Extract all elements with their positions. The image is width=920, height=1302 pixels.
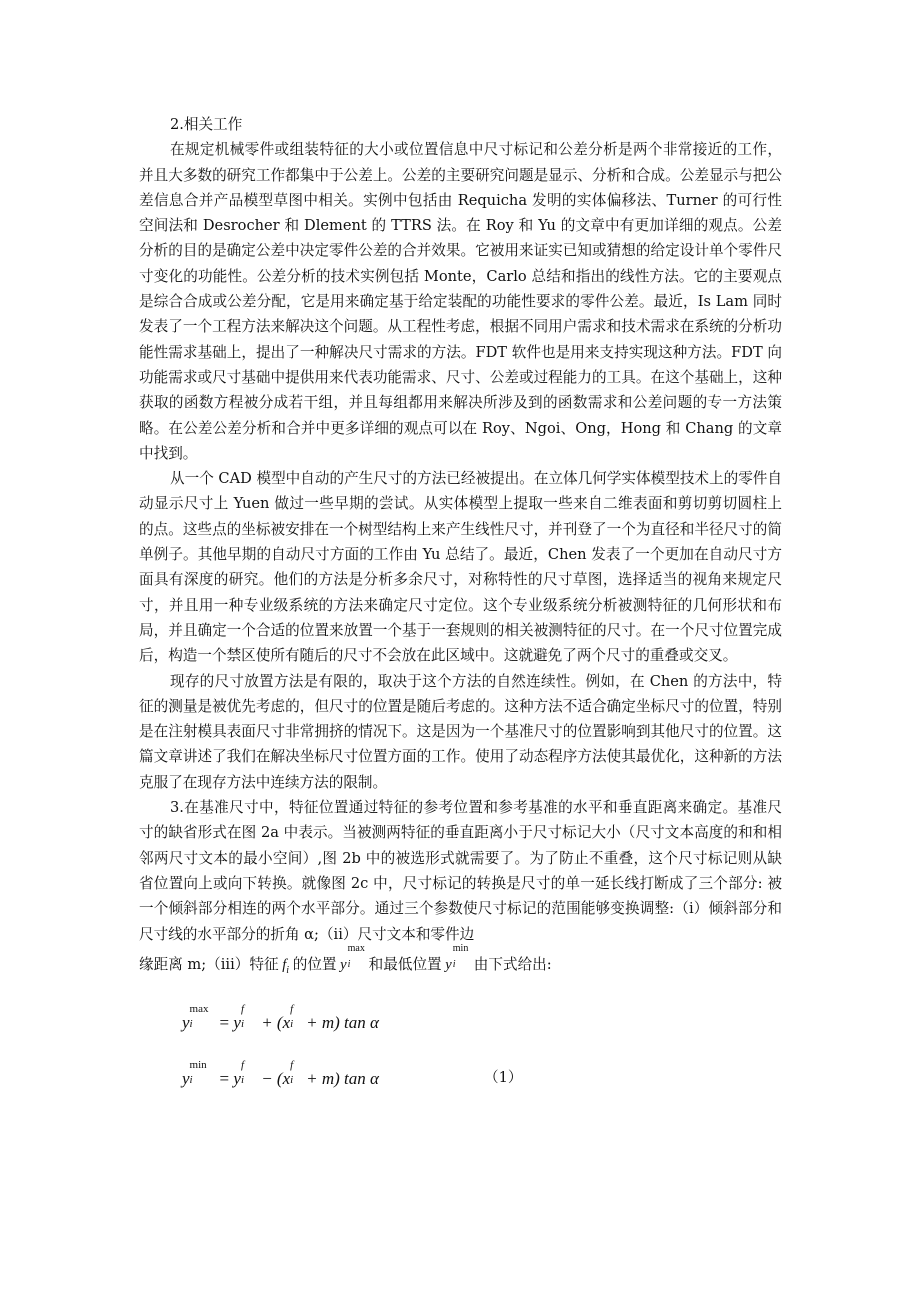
paragraph-datum-dimension: 3.在基准尺寸中，特征位置通过特征的参考位置和参考基准的水平和垂直距离来确定。基准尺寸的缺省形式在图 2a 中表示。当被测两特征的垂直距离小于尺寸标记大小（尺寸文本高度的和和相邻两尺寸文本的最小空间）,图 2b 中的被选形式就需要了。为了防止不重叠，这个尺寸标记则从缺省位置向上或向下转换。就像图 2c 中，尺寸标记的转换是尺寸的单一延长线打断成了三个部分: 被一个倾斜部分相连的两个水平部分。通过三个参数使尺寸标记的范围能够变换调整:（i）倾斜部分和尺寸线的水平部分的折角 α;（ii）尺寸文本和零件边 <box>139 799 782 943</box>
math-f: f <box>282 956 287 973</box>
paragraph-related-work: 在规定机械零件或组装特征的大小或位置信息中尺寸标记和公差分析是两个非常接近的工作，并且大多数的研究工作都集中于公差上。公差的主要研究问题是显示、分析和合成。公差显示与把公差信息合并产品模型草图中相关。实例中包括由 Requicha 发明的实体偏移法、Turner 的可行性空间法和 Desrocher 和 Dlement 的 TTRS 法。在 Roy 和 Yu 的文章中有更加详细的观点。公差分析的目的是确定公差中决定零件公差的合并效果。它被用来证实已知或猜想的给定设计单个零件尺寸变化的功能性。公差分析的技术实例包括 Monte，Carlo 总结和指出的线性方法。它的主要观点是综合合成或公差分配，它是用来确定基于给定装配的功能性要求的零件公差。最近，Is Lam 同时发表了一个工程方法来解决这个问题。从工程性考虑，根据不同用户需求和技术需求在系统的分析功能性需求基础上，提出了一种解决尺寸需求的方法。FDT 软件也是用来支持实现这种方法。FDT 向功能需求或尺寸基础中提供用来代表功能需求、尺寸、公差或过程能力的工具。在这个基础上，这种获取的函数方程被分成若干组，并且每组都用来解决所涉及到的函数需求和公差问题的专一方法策略。在公差公差分析和合并中更多详细的观点可以在 Roy、Ngoi、Ong，Hong 和 Chang 的文章中找到。 <box>139 141 782 462</box>
math-sup-max: max <box>347 942 365 954</box>
equation-block <box>182 1003 742 1122</box>
math-sub-i-2: i <box>347 958 351 970</box>
math-sub-i-3: i <box>452 958 456 970</box>
paragraph-existing-methods: 现存的尺寸放置方法是有限的，取决于这个方法的自然连续性。例如，在 Chen 的方法中，特征的测量是被优先考虑的，但尺寸的位置是随后考虑的。这种方法不适合确定坐标尺寸的位置，特别是在注射模具表面尺寸非常拥挤的情况下。这是因为一个基准尺寸的位置影响到其他尺寸的位置。这篇文章讲述了我们在解决坐标尺寸位置方面的工作。使用了动态程序方法使其最优化，这种新的方法克服了在现存方法中连续方法的限制。 <box>139 672 782 791</box>
document-body <box>139 112 782 983</box>
math-y-min <box>442 942 474 973</box>
equation-number: （1） <box>484 1069 523 1086</box>
math-y-2: y <box>445 956 452 973</box>
equation-max: y max i = y f i + (x f i + m) tan α <box>182 1003 379 1032</box>
math-f-i <box>279 956 293 976</box>
math-y: y <box>340 956 347 973</box>
equation-min: y min i = y f i − (x f i + m) tan α （1） <box>182 1059 523 1088</box>
last-line-text-4: 由下式给出: <box>473 955 552 973</box>
math-sup-min: min <box>452 942 469 954</box>
math-sub-i: i <box>286 964 290 976</box>
math-y-max <box>337 942 369 973</box>
paragraph-cad-dimensioning: 从一个 CAD 模型中自动的产生尺寸的方法已经被提出。在立体几何学实体模型技术上的零件自动显示尺寸上 Yuen 做过一些早期的尝试。从实体模型上提取一些来自二维表面和剪切剪切圆柱上的点。这些点的坐标被安排在一个树型结构上来产生线性尺寸，并刊登了一个为直径和半径尺寸的简单例子。其他早期的自动尺寸方面的工作由 Yu 总结了。最近，Chen 发表了一个更加在自动尺寸方面具有深度的研究。他们的方法是分析多余尺寸，对称特性的尺寸草图，选择适当的视角来规定尺寸，并且用一种专业级系统的方法来确定尺寸定位。这个专业级系统分析被测特征的几何形状和布局，并且确定一个合适的位置来放置一个基于一套规则的相关被测特征的尺寸。在一个尺寸位置完成后，构造一个禁区使所有随后的尺寸不会放在此区域中。这就避免了两个尺寸的重叠或交叉。 <box>139 470 782 665</box>
last-line-text-1: 缘距离 m;（iii）特征 <box>139 955 279 973</box>
paragraph-last-line <box>139 942 782 983</box>
section-heading: 2.相关工作 <box>170 116 243 133</box>
equation-min-tail: + m) tan α <box>306 1069 379 1088</box>
last-line-text-2: 的位置 <box>292 955 337 973</box>
equation-max-rhs: + (x <box>261 1013 291 1032</box>
equation-max-tail: + m) tan α <box>306 1013 379 1032</box>
last-line-text-3: 和最低位置 <box>368 955 442 973</box>
equation-min-rhs: − (x <box>261 1069 291 1088</box>
